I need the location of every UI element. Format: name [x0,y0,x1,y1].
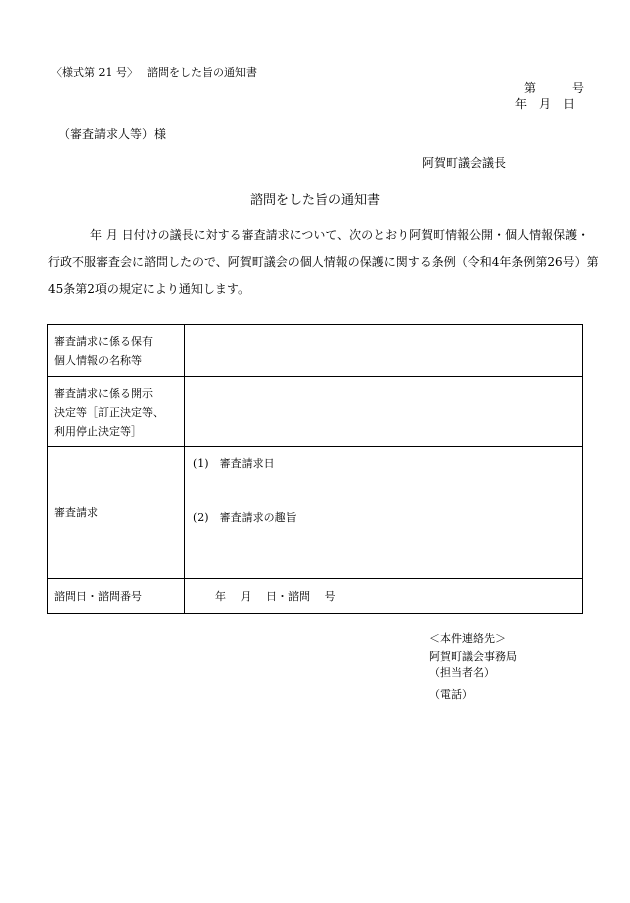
contact-heading: ＜本件連絡先＞ [429,632,506,645]
contact-office: 阿賀町議会事務局 [429,650,517,663]
body-line-1: 年 月 日付けの議長に対する審査請求について、次のとおり阿賀町情報公開・個人情報保護・ [90,228,590,242]
row-value-personal-info [185,325,583,377]
label-line: 個人情報の名称等 [54,354,142,367]
review-request-date: (1) 審査請求日 [193,457,275,470]
table-row [48,579,583,614]
row-label-consultation: 諮問日・諮問番号 [48,579,185,614]
table-row [48,447,583,579]
review-request-purpose: (2) 審査請求の趣旨 [193,511,297,524]
row-value-disclosure-decision [185,377,583,447]
table-row [48,325,583,377]
table-row [48,377,583,447]
row-value-consultation: 年 月 日・諮問 号 [185,579,583,614]
recipient: （審査請求人等）様 [58,127,167,141]
sender: 阿賀町議会議長 [422,156,507,170]
row-label-review-request: 審査請求 [48,447,185,579]
document-date: 年 月 日 [515,97,576,111]
contact-person: （担当者名） [429,666,495,679]
body-line-3: 45条第2項の規定により通知します。 [48,282,250,296]
document-number: 第 号 [524,81,585,95]
label-line: 決定等［訂正決定等、 [54,406,164,419]
page-title: 諮問をした旨の通知書 [250,193,381,208]
form-title: 諮問をした旨の通知書 [147,66,257,79]
body-text [48,222,599,303]
label-line: 審査請求に係る開示 [54,387,153,400]
row-label-personal-info [48,325,185,377]
info-table [47,324,583,614]
label-line: 審査請求に係る保有 [54,335,153,348]
label-line: 利用停止決定等］ [54,425,142,438]
form-number: 〈様式第 21 号〉 [51,66,138,79]
contact-phone: （電話） [429,688,473,701]
body-line-2: 行政不服審査会に諮問したので、阿賀町議会の個人情報の保護に関する条例（令和4年条例第26号）第 [48,255,599,269]
row-label-disclosure-decision [48,377,185,447]
row-value-review-request [185,447,583,579]
